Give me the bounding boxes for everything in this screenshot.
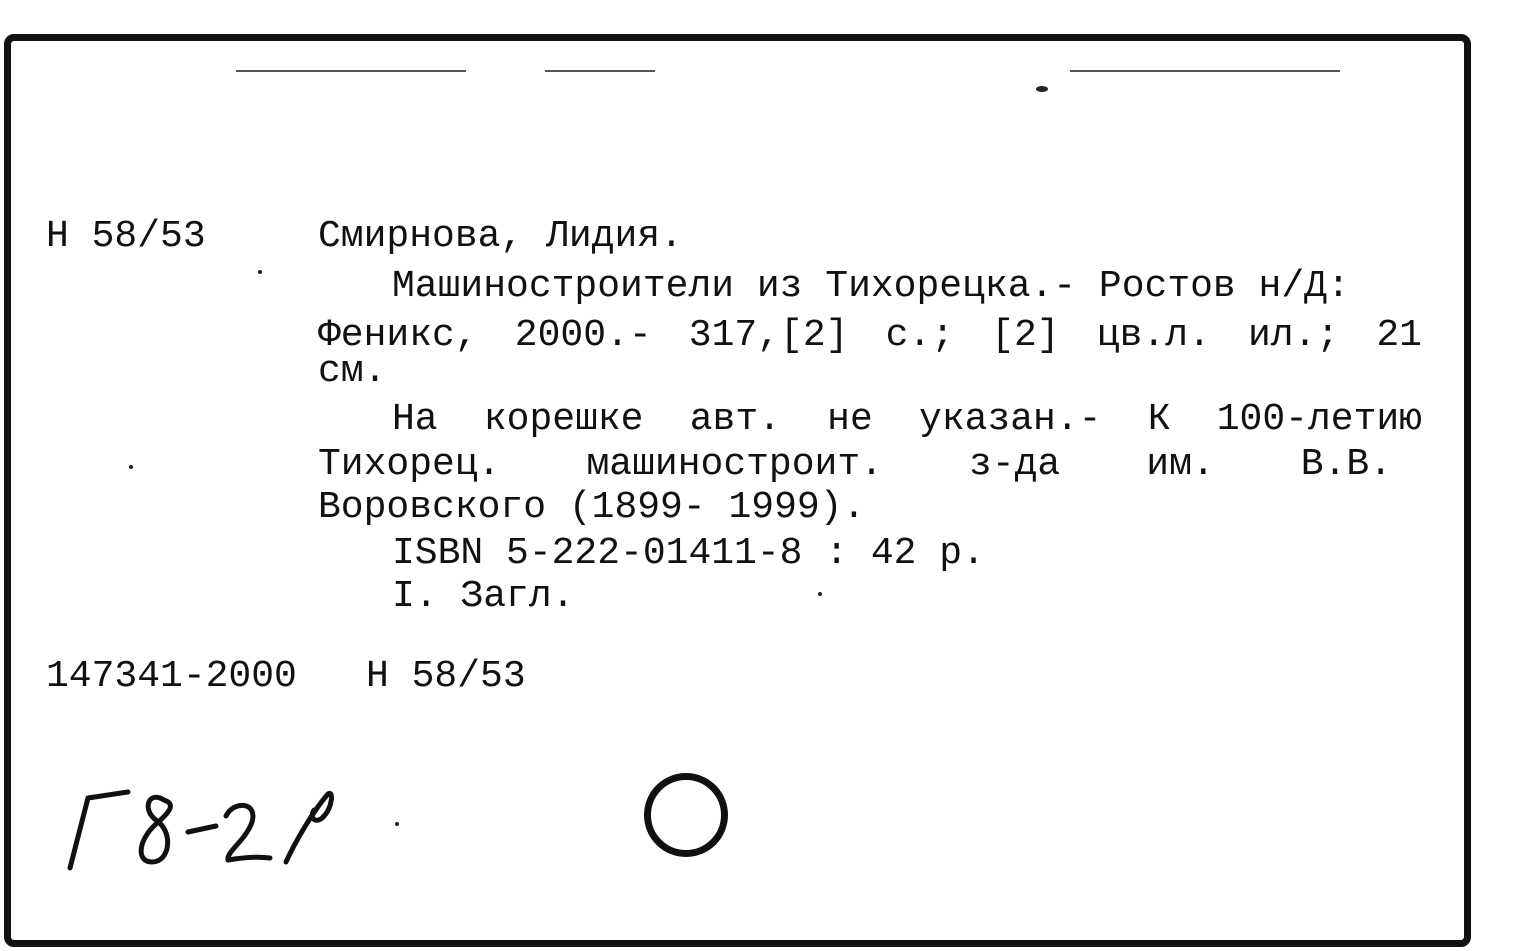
author-heading: Смирнова, Лидия. bbox=[318, 215, 683, 258]
note-line-3: Воровского (1899- 1999). bbox=[318, 486, 866, 529]
call-number-bottom: Н 58/53 bbox=[366, 655, 526, 698]
circle-stamp bbox=[644, 773, 728, 857]
imprint-end: см. bbox=[318, 350, 387, 393]
scan-artifact bbox=[129, 465, 133, 469]
title-line: Машиностроители из Тихорецка.- Ростов н/Д: bbox=[392, 265, 1350, 308]
tracing-line: I. Загл. bbox=[392, 575, 575, 618]
call-number: Н 58/53 bbox=[46, 215, 206, 258]
record-number: 147341-2000 bbox=[46, 655, 297, 698]
imprint-line: Феникс, 2000.- 317,[2] с.; [2] цв.л. ил.; 21 bbox=[318, 314, 1422, 357]
isbn-line: ISBN 5-222-01411-8 : 42 р. bbox=[392, 532, 985, 575]
scan-artifact bbox=[1036, 86, 1048, 92]
scan-artifact bbox=[236, 70, 466, 72]
scan-artifact bbox=[395, 822, 399, 826]
note-line-1: На корешке авт. не указан.- К 100-летию bbox=[392, 398, 1422, 441]
scan-artifact bbox=[545, 70, 655, 72]
handwritten-shelf-mark bbox=[66, 780, 356, 880]
note-line-2: Тихорец. машиностроит. з-да им. В.В. bbox=[318, 443, 1392, 486]
scan-artifact bbox=[258, 270, 262, 274]
scan-artifact bbox=[1070, 70, 1340, 72]
scan-artifact bbox=[818, 592, 822, 596]
